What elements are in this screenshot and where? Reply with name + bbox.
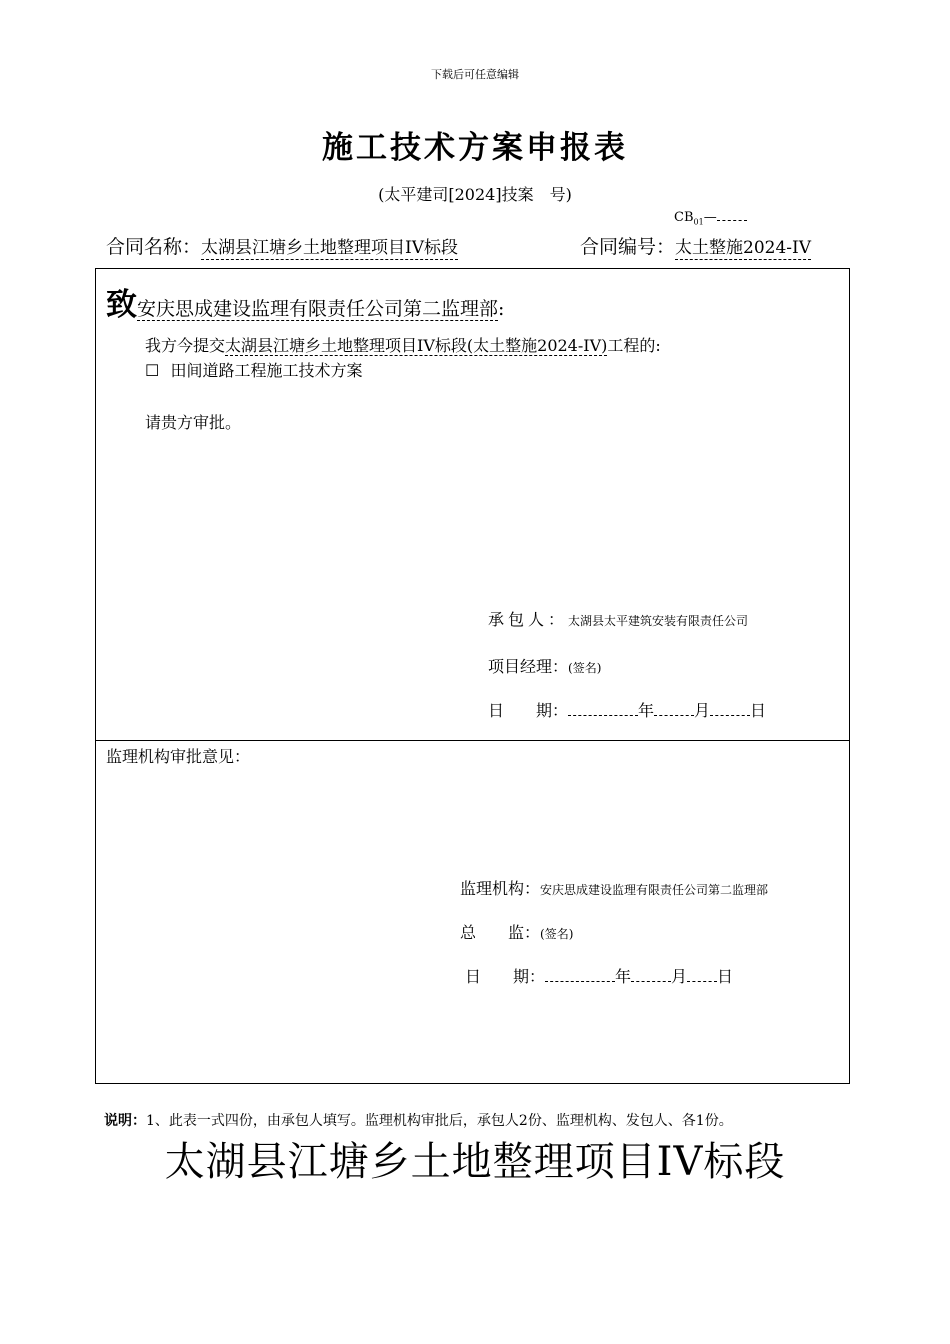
addressee-prefix: 致 [106, 287, 137, 323]
cb-dash: — [703, 210, 717, 225]
cb-blank [717, 210, 747, 221]
addressee-org: 安庆思成建设监理有限责任公司第二监理部 [137, 298, 499, 320]
addressee [106, 279, 504, 324]
supervisor-org-line [460, 876, 768, 899]
contractor-value: 太湖县太平建筑安装有限责任公司 [568, 614, 749, 628]
document-number: (太平建司[2024]技案 号) [378, 185, 572, 204]
month-label-1: 月 [694, 701, 711, 720]
pm-sign-hint: (签名) [568, 661, 602, 675]
pm-line [488, 654, 601, 677]
year-label-2: 年 [615, 967, 632, 986]
month-blank-2[interactable] [631, 967, 671, 982]
contract-number [580, 232, 811, 259]
day-blank-1[interactable] [710, 701, 750, 716]
date-label-2: 日 期： [465, 967, 546, 986]
submission-project: 太湖县江塘乡土地整理项目IV标段(太土整施2024-IV) [225, 336, 608, 355]
plan-item-label: 田间道路工程施工技术方案 [170, 361, 363, 380]
year-label-1: 年 [638, 701, 655, 720]
footer-note-text: 1、此表一式四份，由承包人填写。监理机构审批后，承包人2份、监理机构、发包人、各1份。 [146, 1113, 733, 1129]
contractor-line [488, 607, 748, 630]
request-text: 请贵方审批。 [145, 413, 242, 432]
plan-item [145, 358, 362, 381]
year-blank-2[interactable] [545, 967, 615, 982]
contract-name-value: 太湖县江塘乡土地整理项目IV标段 [201, 238, 459, 258]
month-blank-1[interactable] [654, 701, 694, 716]
supervisor-org-label: 监理机构： [460, 879, 541, 898]
supervisor-org-value: 安庆思成建设监理有限责任公司第二监理部 [540, 883, 769, 897]
page-title: 施工技术方案申报表 [322, 130, 628, 166]
addressee-suffix: : [498, 298, 505, 320]
cb-prefix: CB [674, 210, 694, 225]
footer-note-label: 说明： [104, 1113, 146, 1129]
checkbox-icon[interactable]: ☐ [145, 361, 160, 380]
date-label-1: 日 期： [488, 701, 569, 720]
year-blank-1[interactable] [568, 701, 638, 716]
cb-sub: 01 [693, 217, 704, 227]
contract-number-label: 合同编号： [580, 236, 676, 258]
contractor-label: 承包人： [488, 610, 569, 629]
header-note: 下载后可任意编辑 [431, 68, 519, 81]
month-label-2: 月 [671, 967, 688, 986]
cb-code [674, 210, 747, 227]
date-line-1 [488, 698, 766, 721]
day-label-1: 日 [750, 701, 767, 720]
opinion-label: 监理机构审批意见： [106, 747, 251, 766]
approval-section [95, 740, 850, 1084]
day-blank-2[interactable] [687, 967, 717, 982]
submission-suffix: 工程的: [607, 336, 661, 355]
chief-label: 总 监： [460, 923, 541, 942]
footer-note [104, 1110, 733, 1130]
contract-number-value: 太土整施2024-IV [675, 238, 812, 258]
contract-name-label: 合同名称： [106, 236, 202, 258]
day-label-2: 日 [717, 967, 734, 986]
date-line-2 [465, 964, 733, 987]
contract-name [106, 232, 458, 259]
pm-label: 项目经理： [488, 657, 569, 676]
footer-project-name: 太湖县江塘乡土地整理项目IV标段 [164, 1139, 786, 1185]
submission-line [145, 333, 661, 356]
submission-prefix: 我方今提交 [145, 336, 226, 355]
chief-sign-hint: (签名) [540, 927, 574, 941]
chief-line [460, 920, 573, 943]
